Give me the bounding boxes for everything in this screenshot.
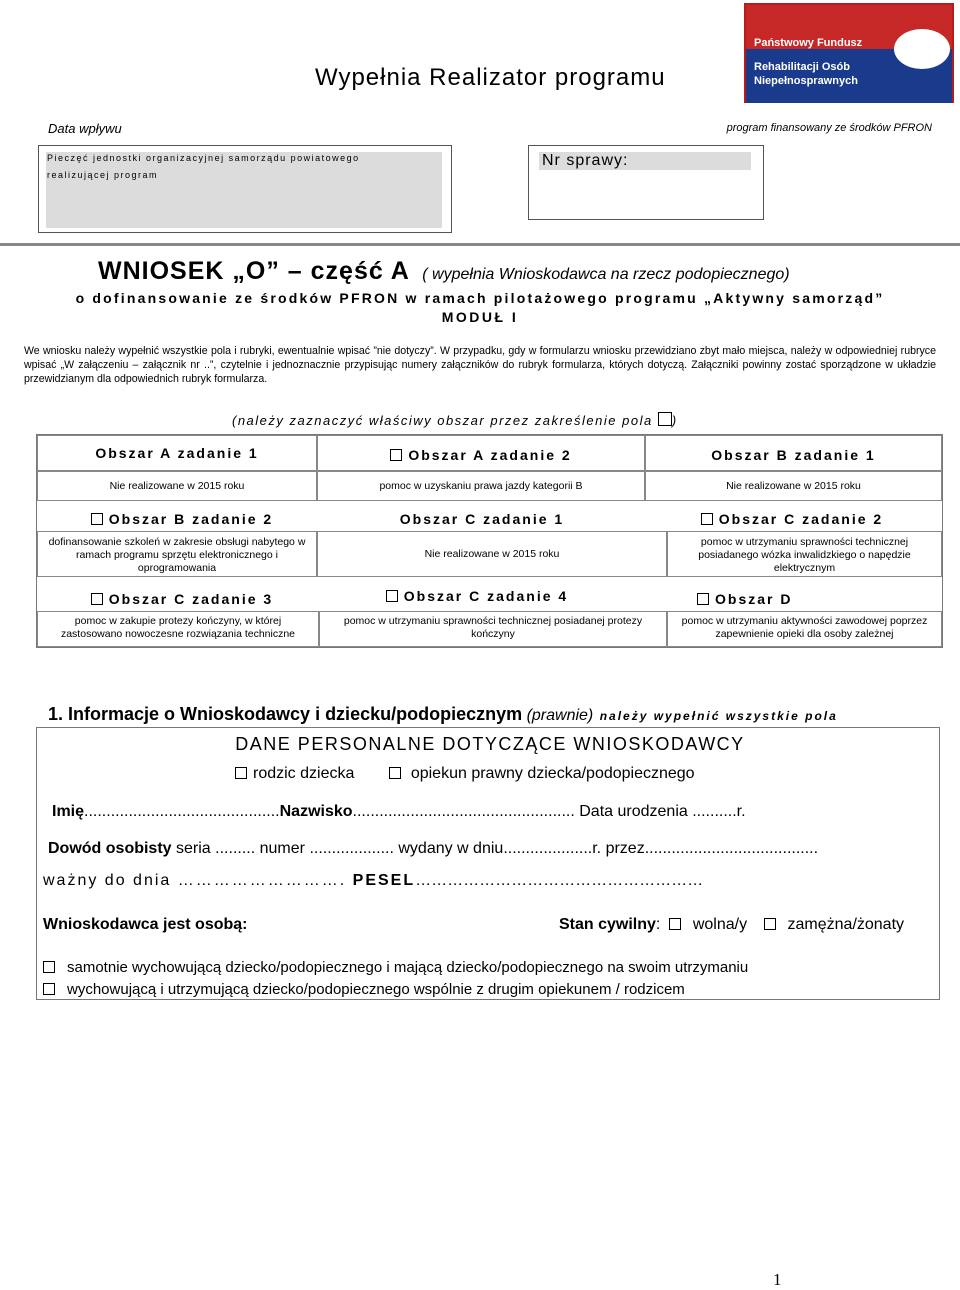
checkbox-c4-icon[interactable] [386,590,398,602]
area-hint-text: (należy zaznaczyć właściwy obszar przez zakreślenie pola [232,413,653,428]
numer-label: numer [259,840,305,857]
instructions-text: We wniosku należy wypełnić wszystkie pola i rubryki, ewentualnie wpisać ”nie dotyczy”. W przypadku, gdy w formularzu wniosku przewidziano zbyt mało miejsca, należy w odpowiedniej rubryce wpisać „W załączeniu – załącznik nr ..”, czytelnie i jednoznacznie przypisując numery załączników do rubryk formularza, których dotyczą. Załączniki powinny zostać sporządzone w układzie przewidzianym dla odpowiednich rubryk formularza. [24,345,936,385]
numer-dots: ................... [309,840,394,857]
area-cell-b1[interactable] [645,435,942,471]
area-hint [232,412,678,428]
checkbox-opt1-icon[interactable] [43,961,55,973]
option-row-1[interactable] [43,959,748,976]
area-hint-end: ) [671,413,678,428]
area-cell-c3[interactable] [37,591,327,607]
area-cell-d[interactable] [697,591,937,607]
pieczec-gray-area [46,152,442,228]
area-cell-c4[interactable] [322,588,632,604]
section1-heading [48,704,838,725]
nr-sprawy-label: Nr sprawy: [542,152,629,169]
area-desc-a1: Nie realizowane w 2015 roku [37,471,317,501]
validity-row[interactable] [43,872,703,890]
section1-heading-note: należy wypełnić wszystkie pola [599,709,838,723]
imie-dots: ............................................ [84,803,280,820]
logo-text-2: Rehabilitacji Osób [754,61,850,73]
area-desc-c4: pomoc w utrzymaniu sprawności technicznej posiadanej protezy kończyny [319,611,667,647]
opt2-label: wychowującą i utrzymującą dziecko/podopiecznego wspólnie z drugim opiekunem / rodzicem [67,981,685,998]
form-module: MODUŁ I [441,309,519,325]
checkbox-d-icon[interactable] [697,593,709,605]
area-desc-c1: Nie realizowane w 2015 roku [317,531,667,577]
logo-arc [894,29,950,69]
area-title-d: Obszar D [715,591,793,607]
pesel-dots: ……………………………………………… [415,872,704,889]
area-title-c3: Obszar C zadanie 3 [108,591,274,607]
area-title-c2: Obszar C zadanie 2 [718,511,884,527]
opt-guardian-label: opiekun prawny dziecka/podopiecznego [410,765,695,782]
checkbox-parent-icon[interactable] [235,767,247,779]
area-title-a2: Obszar A zadanie 2 [408,447,572,463]
nr-sprawy-box[interactable] [528,145,764,220]
area-cell-a1[interactable] [37,435,317,471]
program-financing-note: program finansowany ze środków PFRON [726,122,932,134]
checkbox-zamezna-icon[interactable] [764,918,776,930]
wolna-label: wolna/y [692,916,748,933]
wazny-label: ważny do dnia [43,872,172,889]
checkbox-guardian-icon[interactable] [389,767,401,779]
wazny-dots: ………………………. [177,872,347,889]
data-wplywu-label: Data wpływu [48,121,122,136]
zamezna-label: zamężna/żonaty [787,916,905,933]
applicant-role [235,765,695,783]
dowod-label: Dowód osobisty [48,840,172,857]
seria-dots: ......... [215,840,256,857]
area-cell-c2[interactable] [642,511,942,527]
area-desc-d: pomoc w utrzymaniu aktywności zawodowej poprzez zapewnienie opieki dla osoby zależnej [667,611,942,647]
pfron-logo [744,3,954,103]
data-urodzenia-dots: ..........r. [692,803,746,820]
form-title [98,257,790,286]
logo-text-1: Państwowy Fundusz [754,37,863,49]
area-title-b2: Obszar B zadanie 2 [108,511,274,527]
area-title-a1: Obszar A zadanie 1 [95,445,259,461]
area-desc-b2: dofinansowanie szkoleń w zakresie obsługi nabytego w ramach programu sprzętu elektronicznego i oprogramowania [37,531,317,577]
area-desc-c3: pomoc w zakupie protezy kończyny, w której zastosowano nowoczesne rozwiązania techniczne [37,611,319,647]
area-title-b1: Obszar B zadanie 1 [711,447,876,463]
stan-cywilny-label: Stan cywilny [559,916,656,933]
seria-label: seria [176,840,211,857]
form-subtitle: o dofinansowanie ze środków PFRON w ramach pilotażowego programu „Aktywny samorząd” [75,290,885,306]
nazwisko-dots: .................................................. [352,803,575,820]
section1-heading-main: 1. Informacje o Wnioskodawcy i dziecku/podopiecznym [48,704,523,724]
pieczec-label-2: realizującej program [47,170,159,180]
section1-heading-paren: (prawnie) [526,707,594,724]
checkbox-opt2-icon[interactable] [43,983,55,995]
checkbox-b2-icon[interactable] [91,513,103,525]
form-title-main: WNIOSEK „O” – część A [98,257,410,285]
checkbox-c2-icon[interactable] [701,513,713,525]
header-divider [0,243,960,246]
nazwisko-label: Nazwisko [279,803,353,820]
form-title-paren: ( wypełnia Wnioskodawca na rzecz podopiecznego) [422,266,790,283]
pesel-label: PESEL [352,872,416,889]
imie-label: Imię [52,803,85,820]
area-cell-a2[interactable] [317,435,645,471]
area-title-c1: Obszar C zadanie 1 [399,511,565,527]
checkbox-a2-icon[interactable] [390,449,402,461]
area-cell-b2[interactable] [37,511,327,527]
pieczec-box[interactable] [38,145,452,233]
wydany-dots: ....................r. [503,840,602,857]
option-row-2[interactable] [43,981,685,998]
opt-parent-label: rodzic dziecka [253,765,355,782]
przez-label: przez [605,840,645,857]
realizator-title: Wypełnia Realizator programu [315,64,666,91]
area-hint-checkbox-icon [658,412,672,426]
wydany-label: wydany w dniu [398,840,504,857]
checkbox-c3-icon[interactable] [91,593,103,605]
opt1-label: samotnie wychowującą dziecko/podopiecznego i mającą dziecko/podopiecznego na swoim utrzymaniu [67,959,749,976]
area-desc-a2: pomoc w uzyskaniu prawa jazdy kategorii B [317,471,645,501]
name-row[interactable] [52,803,746,821]
data-urodzenia-label: Data urodzenia [579,803,688,820]
logo-text-3: Niepełnosprawnych [754,75,858,87]
area-desc-b1: Nie realizowane w 2015 roku [645,471,942,501]
pieczec-label-1: Pieczęć jednostki organizacyjnej samorządu powiatowego [47,153,360,163]
id-row[interactable] [48,840,818,858]
area-title-c4: Obszar C zadanie 4 [403,588,569,604]
page-number: 1 [773,1270,782,1289]
area-desc-c2: pomoc w utrzymaniu sprawności technicznej posiadanego wózka inwalidzkiego o napędzie elektrycznym [667,531,942,577]
stan-cywilny: Stan cywilny: wolna/y zamężna/żonaty [559,916,905,933]
jest-osoba-label: Wnioskodawca jest osobą: [43,916,248,933]
personal-data-title: DANE PERSONALNE DOTYCZĄCE WNIOSKODAWCY [235,734,745,754]
area-cell-c1[interactable] [327,511,637,527]
checkbox-wolna-icon[interactable] [669,918,681,930]
area-grid [36,434,943,648]
przez-dots: ....................................... [644,840,819,857]
